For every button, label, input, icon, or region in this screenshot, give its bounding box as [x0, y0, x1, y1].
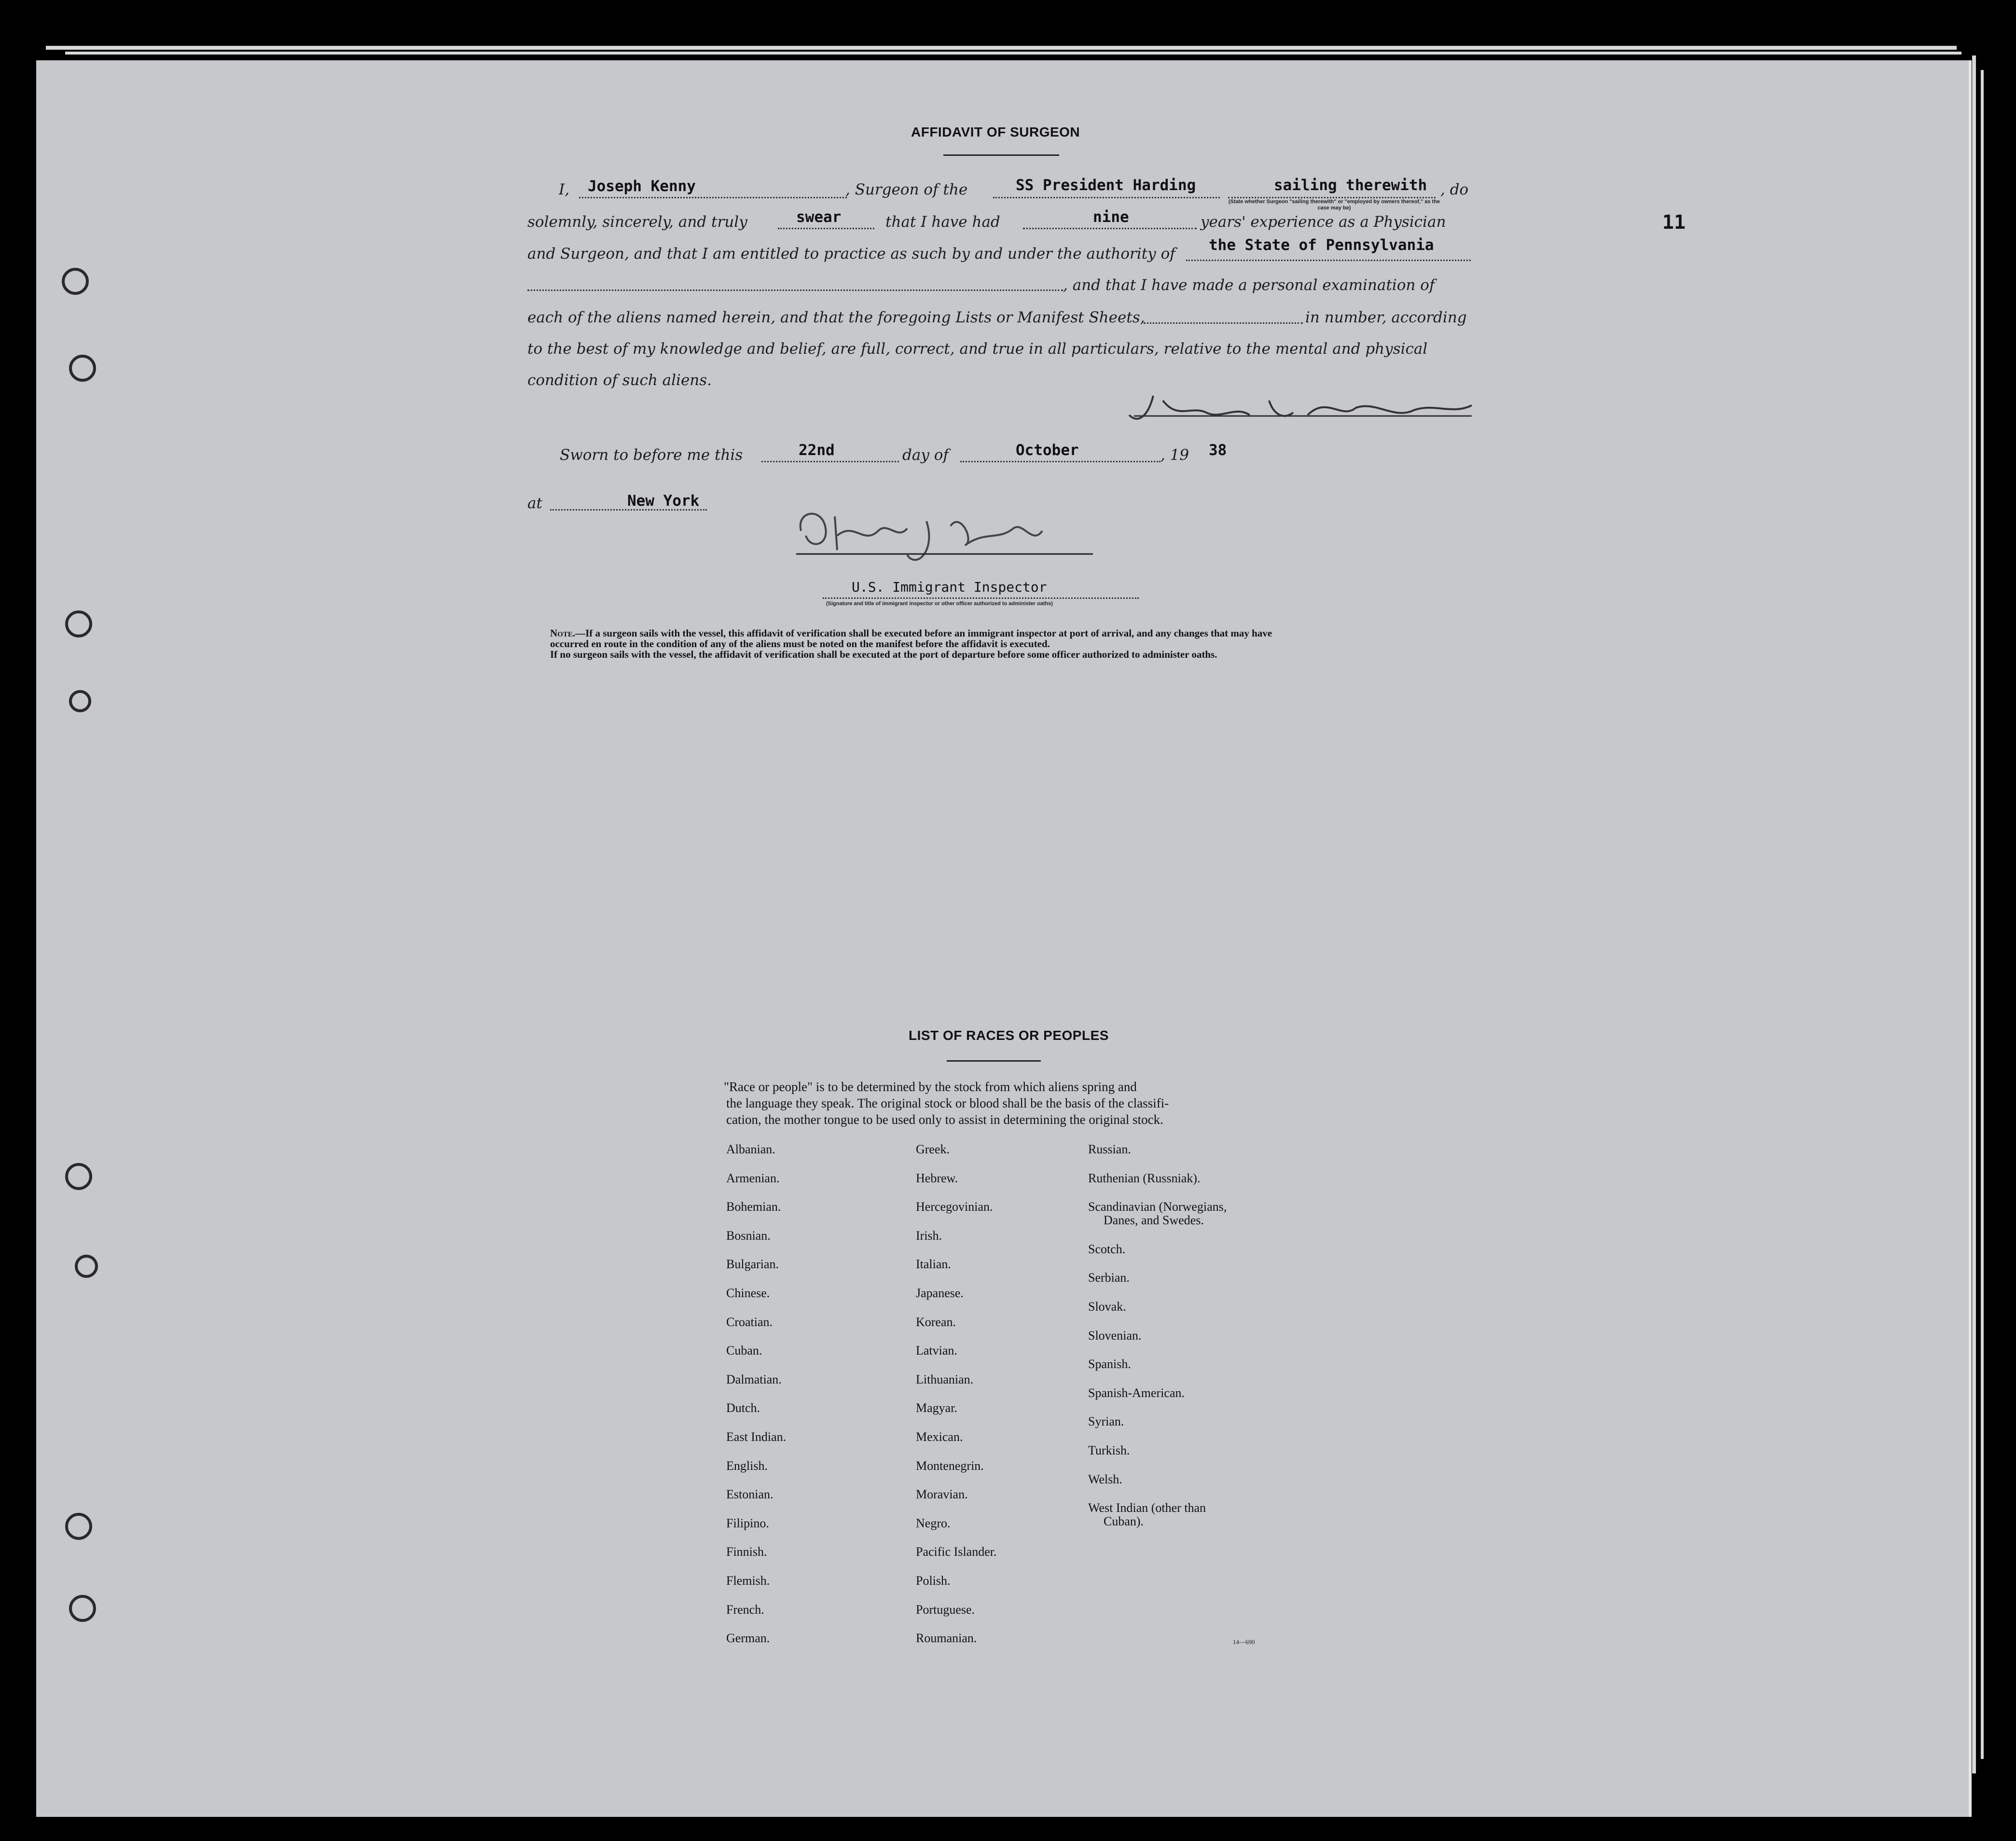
race-item: Albanian. [726, 1142, 775, 1156]
authority-line [1186, 260, 1471, 261]
races-intro-2: the language they speak. The original stock or blood shall be the basis of the classifi- [726, 1096, 1169, 1110]
race-item: Bosnian. [726, 1228, 771, 1243]
race-item: Portuguese. [916, 1602, 975, 1617]
years-line [1023, 228, 1197, 229]
race-item: Spanish-American. [1088, 1385, 1185, 1400]
affidavit-title: AFFIDAVIT OF SURGEON [911, 125, 1080, 139]
authority-line-2 [527, 290, 1063, 291]
surgeon-signature [1124, 386, 1481, 434]
note-text-1: If a surgeon sails with the vessel, this affidavit of verification shall be executed before an immigrant inspector at port of arrival, and any changes that may have [585, 627, 1272, 639]
inspector-signature [791, 502, 1100, 574]
sworn-prefix: Sworn to before me this [560, 446, 743, 464]
authority: the State of Pennsylvania [1209, 236, 1434, 254]
binder-hole [65, 1163, 92, 1190]
race-item: Ruthenian (Russniak). [1088, 1171, 1201, 1185]
race-item: French. [726, 1602, 764, 1617]
inspector-line [823, 597, 1139, 599]
race-item: Armenian. [726, 1171, 780, 1185]
race-item: Serbian. [1088, 1271, 1130, 1285]
race-item: Filipino. [726, 1516, 769, 1530]
note-line-2: occurred en route in the condition of any of the aliens must be noted on the manifest before the affidavit is executed. [550, 638, 1050, 650]
year-prefix: , 19 [1160, 446, 1189, 464]
inspector-title: U.S. Immigrant Inspector [852, 579, 1047, 595]
race-item: Chinese. [726, 1286, 770, 1300]
race-item: Negro. [916, 1516, 951, 1530]
form-number: 14—690 [1233, 1638, 1255, 1646]
race-item: Lithuanian. [916, 1372, 974, 1386]
race-item: Croatian. [726, 1315, 773, 1329]
race-item: West Indian (other than [1088, 1501, 1206, 1515]
race-item: Moravian. [916, 1487, 968, 1502]
race-item: Slovak. [1088, 1300, 1126, 1314]
races-intro-3: cation, the mother tongue to be used only to assist in determining the original stock. [726, 1112, 1163, 1127]
race-item: Korean. [916, 1315, 956, 1329]
race-item: German. [726, 1631, 770, 1646]
races-title: LIST OF RACES OR PEOPLES [909, 1028, 1109, 1043]
race-item: Cuban. [726, 1343, 762, 1358]
race-item: Spanish. [1088, 1357, 1131, 1371]
note-line-3: If no surgeon sails with the vessel, the affidavit of verification shall be executed at the port of departure before some officer authorized to administer oaths. [550, 649, 1217, 660]
race-item: Bulgarian. [726, 1257, 779, 1272]
surgeon-name: Joseph Kenny [588, 178, 696, 195]
vessel-line [993, 197, 1220, 198]
binder-hole [69, 355, 96, 382]
binder-hole [65, 610, 92, 637]
sworn-day: 22nd [799, 442, 835, 459]
solemnly-label: solemnly, sincerely, and truly [527, 213, 747, 231]
i-prefix: I, [559, 181, 570, 198]
location: New York [627, 492, 700, 510]
page-number: 11 [1662, 211, 1686, 234]
race-item: Mexican. [916, 1430, 963, 1444]
race-item: Dutch. [726, 1401, 760, 1415]
day-line [761, 461, 899, 462]
knowledge-label: to the best of my knowledge and belief, are full, correct, and true in all particulars, relative to the mental and physical [527, 340, 1428, 358]
title-underline [943, 154, 1059, 156]
race-item: Slovenian. [1088, 1328, 1142, 1343]
vessel-name: SS President Harding [1016, 177, 1196, 194]
signature-caption: (Signature and title of immigrant inspector or other officer authorized to administer oaths) [826, 601, 1053, 607]
race-item: Italian. [916, 1257, 951, 1272]
races-title-underline [947, 1060, 1041, 1062]
race-item: Montenegrin. [916, 1458, 984, 1473]
sailing-status: sailing therewith [1274, 177, 1427, 194]
sworn-year: 38 [1209, 442, 1227, 459]
entitled-label: and Surgeon, and that I am entitled to practice as such by and under the authority of [527, 245, 1175, 263]
binder-hole [75, 1255, 98, 1278]
sailing-note: (State whether Surgeon "sailing therewith" or "employed by owners thereof," as the case may be) [1228, 199, 1440, 211]
binder-hole [65, 1513, 92, 1540]
race-item: Japanese. [916, 1286, 964, 1300]
years-count: nine [1093, 208, 1129, 226]
race-item: Syrian. [1088, 1414, 1124, 1429]
page-edge [65, 52, 1961, 55]
note-lead: Note.— [550, 627, 586, 639]
race-item: Turkish. [1088, 1443, 1130, 1457]
page-edge [1981, 70, 1984, 1759]
race-item: Hebrew. [916, 1171, 958, 1185]
race-item-continued: Cuban). [1104, 1514, 1144, 1529]
race-item: Irish. [916, 1228, 942, 1243]
each-alien-label: each of the aliens named herein, and that the foregoing Lists or Manifest Sheets, [527, 309, 1145, 326]
do-label: , do [1440, 181, 1469, 198]
race-item: Polish. [916, 1574, 951, 1588]
page-edge [1972, 55, 1976, 1773]
page-edge [46, 46, 1957, 50]
oath-line [778, 228, 874, 229]
race-item-continued: Danes, and Swedes. [1104, 1213, 1204, 1228]
race-item: Russian. [1088, 1142, 1131, 1156]
race-item: Scandinavian (Norwegians, [1088, 1200, 1227, 1214]
in-number-label: in number, according [1305, 309, 1467, 326]
race-item: Finnish. [726, 1545, 767, 1559]
oath-type: swear [796, 208, 842, 226]
race-item: Bohemian. [726, 1200, 781, 1214]
that-i-have-had-label: that I have had [885, 213, 1000, 231]
binder-hole [69, 1595, 96, 1622]
race-item: Greek. [916, 1142, 950, 1156]
month-line [960, 461, 1160, 462]
condition-label: condition of such aliens. [527, 372, 712, 389]
sheets-count-line [1144, 322, 1303, 324]
binder-hole [62, 268, 89, 295]
race-item: Dalmatian. [726, 1372, 782, 1386]
race-item: Roumanian. [916, 1631, 977, 1646]
race-item: Flemish. [726, 1574, 770, 1588]
race-item: Scotch. [1088, 1242, 1126, 1256]
race-item: Hercegovinian. [916, 1200, 993, 1214]
races-intro-1: "Race or people" is to be determined by the stock from which aliens spring and [724, 1080, 1137, 1094]
years-experience-label: years' experience as a Physician [1201, 213, 1446, 231]
personal-exam-label: , and that I have made a personal examination of [1063, 277, 1435, 294]
race-item: Welsh. [1088, 1472, 1122, 1486]
name-line [579, 197, 847, 198]
sworn-month: October [1016, 442, 1079, 459]
sailing-line [1228, 197, 1436, 198]
binder-hole [69, 690, 91, 712]
race-item: English. [726, 1458, 768, 1473]
race-item: East Indian. [726, 1430, 787, 1444]
race-item: Pacific Islander. [916, 1545, 997, 1559]
day-of-label: day of [902, 446, 949, 464]
surgeon-of-label: , Surgeon of the [845, 181, 968, 198]
race-item: Estonian. [726, 1487, 773, 1502]
race-item: Latvian. [916, 1343, 957, 1358]
race-item: Magyar. [916, 1401, 957, 1415]
at-label: at [527, 495, 542, 512]
